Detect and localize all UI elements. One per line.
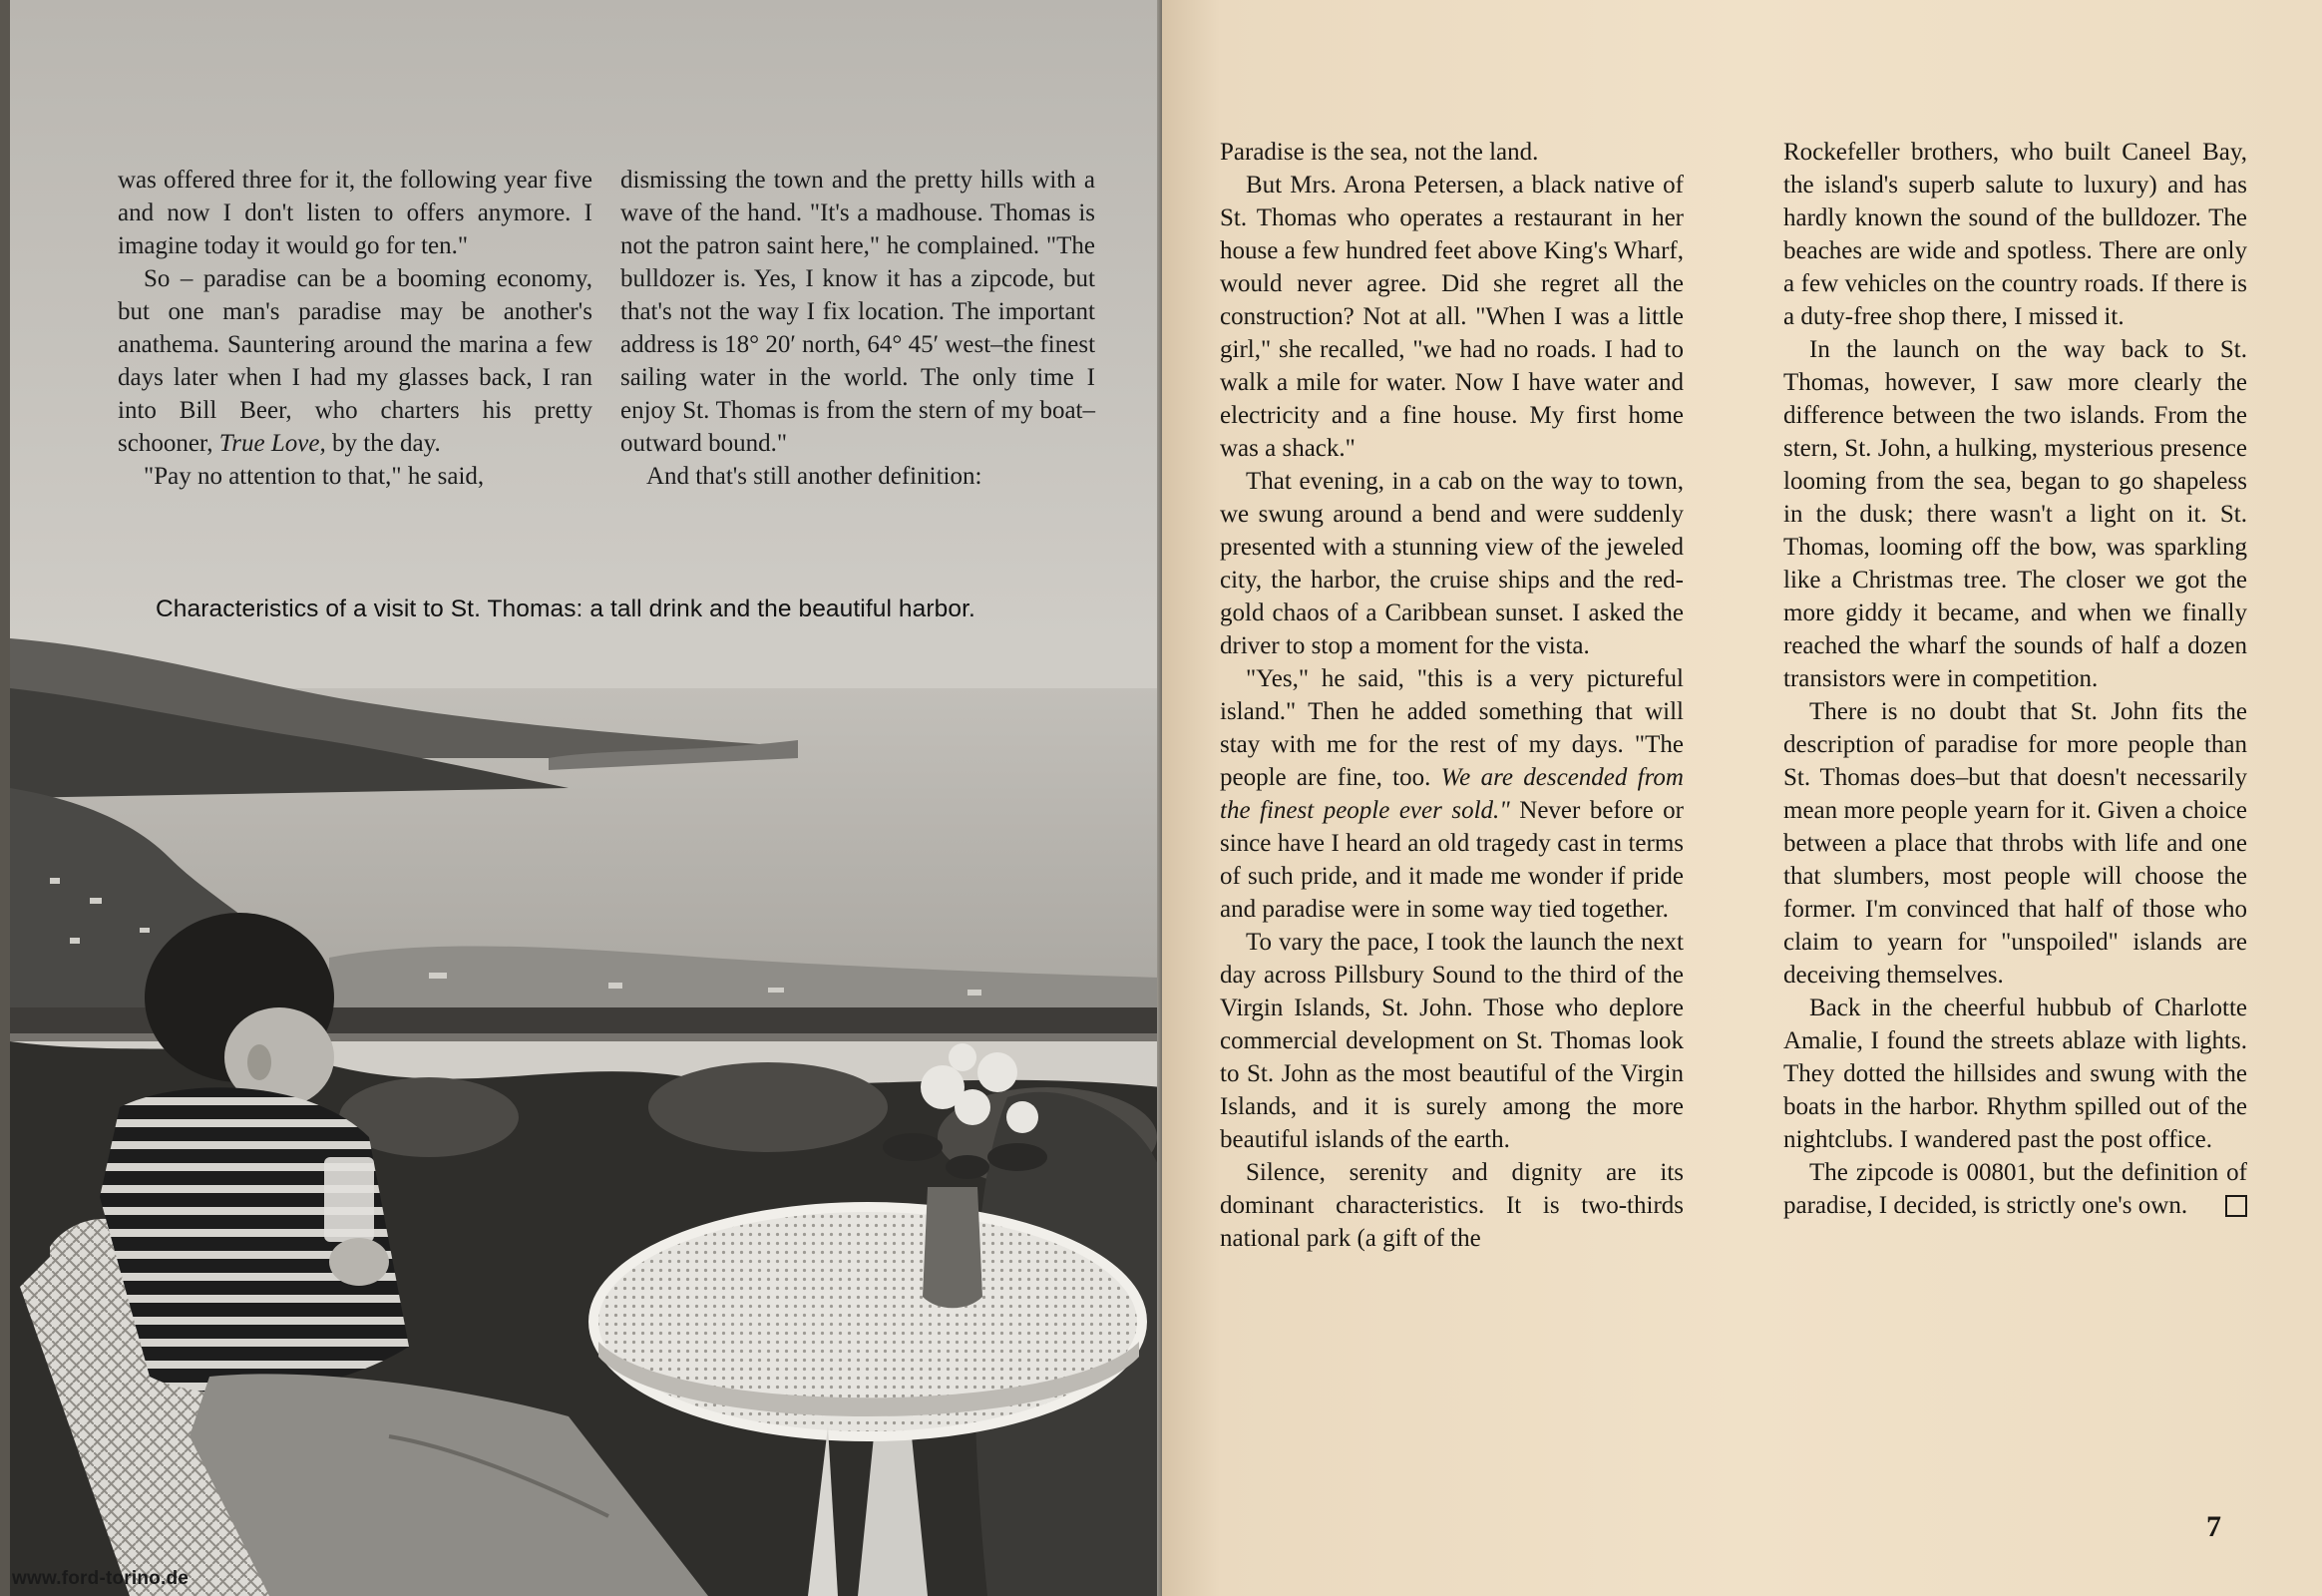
paragraph: So – paradise can be a booming economy, but one man's paradise may be another's anathema. Sauntering around the marina a few days later when I had my glasses back, I ran into Bill Beer, who charters his pretty schooner, True Love, by the day.	[118, 265, 592, 457]
right-page	[1162, 0, 2322, 1596]
paragraph: To vary the pace, I took the launch the next day across Pillsbury Sound to the third of the Virgin Islands, St. John. Those who deplore commercial development on St. Thomas look to St. John as the most beautiful of the Virgin Islands, and it is surely among the more beautiful islands of the earth.	[1220, 929, 1684, 1153]
paragraph: And that's still another definition:	[646, 463, 982, 490]
right-column-2	[1783, 136, 2247, 1255]
paragraph: "Pay no attention to that," he said,	[144, 463, 485, 490]
left-column-1	[118, 164, 592, 493]
paragraph: Paradise is the sea, not the land.	[1220, 139, 1539, 166]
right-column-1	[1220, 136, 1684, 1255]
paragraph: was offered three for it, the following year five and now I don't listen to offers anymore. I imagine today it would go for ten."	[118, 167, 592, 259]
paragraph: Back in the cheerful hubbub of Charlotte Amalie, I found the streets ablaze with lights. They dotted the hillsides and swung with the boats in the harbor. Rhythm spilled out of the nightclubs. I wandered past the post office.	[1783, 995, 2247, 1153]
left-column-2	[620, 164, 1095, 493]
paragraph: dismissing the town and the pretty hills with a wave of the hand. "It's a madhouse. Thomas is not the patron saint here," he complained. "The bulldozer is. Yes, I know it has a zipcode, but that's not the way I fix location. The important address is 18° 20′ north, 64° 45′ west–the finest sailing water in the world. The only time I enjoy St. Thomas is from the stern of my boat–outward bound."	[620, 167, 1096, 457]
site-watermark: www.ford-torino.de	[12, 1568, 190, 1589]
paragraph: Rockefeller brothers, who built Caneel Bay, the island's superb salute to luxury) and has hardly known the sound of the bulldozer. The beaches are wide and spotless. There are only a few vehicles on the country roads. If there is a duty-free shop there, I missed it.	[1783, 139, 2247, 330]
page-number: 7	[2206, 1510, 2221, 1543]
photo-caption: Characteristics of a visit to St. Thomas: a tall drink and the beautiful harbor.	[156, 596, 975, 622]
paragraph: Silence, serenity and dignity are its dominant characteristics. It is two-thirds national park (a gift of the	[1220, 1159, 1684, 1252]
paragraph: "Yes," he said, "this is a very pictureful island." Then he added something that will stay with me for the rest of my days. "The people are fine, too. We are descended from the finest people ever sold." Never before or since have I heard an old tragedy cast in terms of such pride, and it made me wonder if pride and paradise were in some way tied together.	[1220, 665, 1684, 923]
paragraph: There is no doubt that St. John fits the description of paradise for more people than St. Thomas does–but that doesn't necessarily mean more people yearn for it. Given a choice between a place that throbs with life and one that slumbers, most people will choose the former. I'm convinced that half of those who claim to yearn for "unspoiled" islands are deceiving themselves.	[1783, 698, 2247, 989]
left-text-columns	[118, 164, 1095, 493]
paragraph: The zipcode is 00801, but the definition of paradise, I decided, is strictly one's own.	[1783, 1159, 2247, 1219]
end-of-article-square-icon	[2225, 1195, 2247, 1217]
paragraph: In the launch on the way back to St. Thomas, however, I saw more clearly the difference between the two islands. From the stern, St. John, a hulking, mysterious presence looming from the sea, began to go shapeless in the dusk; there wasn't a light on it. St. Thomas, looming off the bow, was sparkling like a Christmas tree. The closer we got the more giddy it became, and when we finally reached the wharf the sounds of half a dozen transistors were in competition.	[1783, 336, 2247, 692]
left-page	[10, 0, 1162, 1596]
right-text-columns	[1220, 136, 2247, 1255]
paragraph: That evening, in a cab on the way to town, we swung around a bend and were suddenly presented with a stunning view of the jeweled city, the harbor, the cruise ships and the red-gold chaos of a Caribbean sunset. I asked the driver to stop a moment for the vista.	[1220, 468, 1684, 659]
paragraph: But Mrs. Arona Petersen, a black native of St. Thomas who operates a restaurant in her house a few hundred feet above King's Wharf, would never agree. Did she regret all the construction? Not at all. "When I was a little girl," she recalled, "we had no roads. I had to walk a mile for water. Now I have water and electricity and a fine house. My first home was a shack."	[1220, 172, 1684, 462]
